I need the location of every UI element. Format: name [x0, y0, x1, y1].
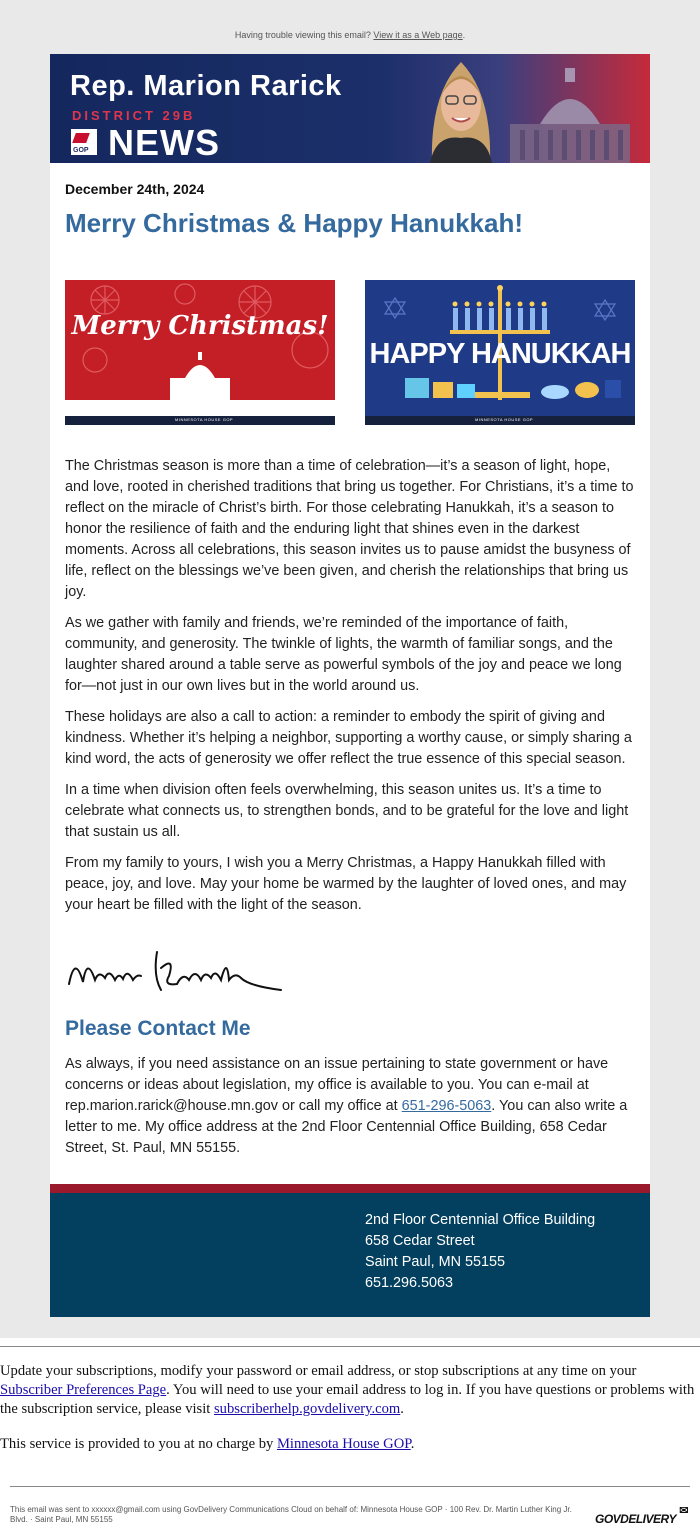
email-card [50, 54, 650, 1184]
divider [0, 1346, 700, 1347]
paragraph: These holidays are also a call to action: a reminder to embody the spirit of giving and kindness. Whether it’s helping a neighbor, supporting a worthy cause, or simply sharing a kind word, the acts of generosity we offer reflect the true essence of this special season. [65, 709, 632, 767]
address-line: Saint Paul, MN 55155 [365, 1254, 505, 1270]
snowflake-decor [65, 280, 335, 425]
issue-date: December 24th, 2024 [65, 181, 205, 197]
banner-name: Rep. Marion Rarick [70, 70, 342, 102]
phone-link[interactable]: 651-296-5063 [401, 1098, 492, 1114]
capitol-image [510, 64, 630, 163]
hanukkah-caption-bar [365, 416, 635, 425]
message-body [65, 456, 637, 926]
gop-logo-text: GOP [73, 147, 89, 154]
address-line: 658 Cedar Street [365, 1233, 475, 1249]
address-line: 2nd Floor Centennial Office Building [365, 1212, 596, 1228]
happy-hanukkah-text: HAPPY HANUKKAH [369, 338, 631, 370]
paragraph: The Christmas season is more than a time of celebration—it’s a season of light, hope, and love, rooted in cherished traditions that bring us together. For Christians, it’s a time to reflect on the miracle of Christ’s birth. For those celebrating Hanukkah, it’s a season to honor the resilience of faith and the enduring light that shines even in the darkest moments. Across all celebrations, this season invites us to pause amidst the busyness of life, reflect on the blessings we’ve been given, and cherish the relationships that bring us joy. [65, 458, 634, 600]
govdelivery-logo[interactable] [595, 1505, 688, 1526]
subscriber-help-link[interactable]: subscriberhelp.govdelivery.com [214, 1401, 401, 1417]
paragraph: As we gather with family and friends, we’re reminded of the importance of faith, community, and generosity. The twinkle of lights, the warmth of familiar songs, and the laughter shared around a table serve as powerful symbols of the joy and peace we long for—not just in our own lives but in the world around us. [65, 615, 622, 694]
paragraph: In a time when division often feels overwhelming, this season unites us. It’s a time to celebrate what connects us, to strengthen bonds, and to be grateful for the love and light that sustain us all. [65, 782, 629, 840]
banner-district: DISTRICT 29B [72, 108, 196, 123]
trouble-viewing-text: Having trouble viewing this email? [234, 30, 374, 40]
office-phone: 651.296.5063 [365, 1275, 454, 1291]
contact-text-before: As always, if you need assistance on an issue pertaining to state government or have concerns or ideas about legislation, my office is available to you. You can e-mail at rep.marion.rarick@house.mn.gov or call my office at [65, 1056, 609, 1114]
christmas-caption-bar [65, 416, 335, 425]
contact-heading: Please Contact Me [65, 1017, 251, 1040]
pref-text: This service is provided to you at no charge by [0, 1436, 277, 1452]
pref-text: . [400, 1401, 404, 1417]
banner-news: NEWS [108, 122, 220, 163]
pref-text: . You will need to use your email address to log in. If you have questions or problems with the subscription service, please visit [0, 1382, 695, 1417]
contact-text [65, 1054, 637, 1159]
pref-text: . [410, 1436, 415, 1452]
service-paragraph [0, 1435, 700, 1454]
minnesota-house-gop-link[interactable]: Minnesota House GOP [276, 1436, 411, 1452]
preferences-paragraph [0, 1362, 700, 1419]
trouble-viewing-end: . [462, 30, 466, 40]
paragraph: From my family to yours, I wish you a Merry Christmas, a Happy Hanukkah filled with peace, joy, and love. May your home be warmed by the laughter of loved ones, and may your heart be filled with the light of the season. [65, 855, 627, 913]
signature [65, 946, 285, 1002]
portrait-image [422, 54, 500, 163]
pref-text: Update your subscriptions, modify your password or email address, or stop subscriptions at any time on your [0, 1363, 637, 1379]
subscriber-preferences-link[interactable]: Subscriber Preferences Page [0, 1382, 167, 1398]
happy-hanukkah-image [365, 280, 635, 425]
trouble-viewing-note [0, 30, 700, 40]
merry-christmas-text: Merry Christmas! [71, 311, 329, 341]
contact-text-after: . You can also write a letter to me. My office address at the 2nd Floor Centennial Office Building, 658 Cedar Street, St. Paul, MN 55155. [65, 1098, 628, 1156]
divider [10, 1486, 690, 1487]
newsletter-title: Merry Christmas & Happy Hanukkah! [65, 208, 524, 238]
gop-logo [71, 129, 97, 155]
merry-christmas-image [65, 280, 335, 425]
subscription-preferences [0, 1362, 700, 1470]
office-address [365, 1210, 595, 1294]
web-page-link[interactable]: View it as a Web page [373, 30, 463, 40]
envelope-icon: ✉ [679, 1505, 688, 1517]
christmas-caption: MINNESOTA HOUSE GOP [175, 417, 234, 422]
fine-print: This email was sent to xxxxxx@gmail.com using GovDelivery Communications Cloud on behalf of: Minnesota House GOP · 100 Rev. Dr. Martin Luther King Jr. Blvd. · Saint Paul, MN 55155 [10, 1505, 572, 1524]
office-footer [50, 1184, 650, 1317]
govdelivery-text: GOVDELIVERY [595, 1512, 676, 1526]
hanukkah-caption: MINNESOTA HOUSE GOP [475, 417, 534, 422]
newsletter-banner [50, 54, 650, 163]
